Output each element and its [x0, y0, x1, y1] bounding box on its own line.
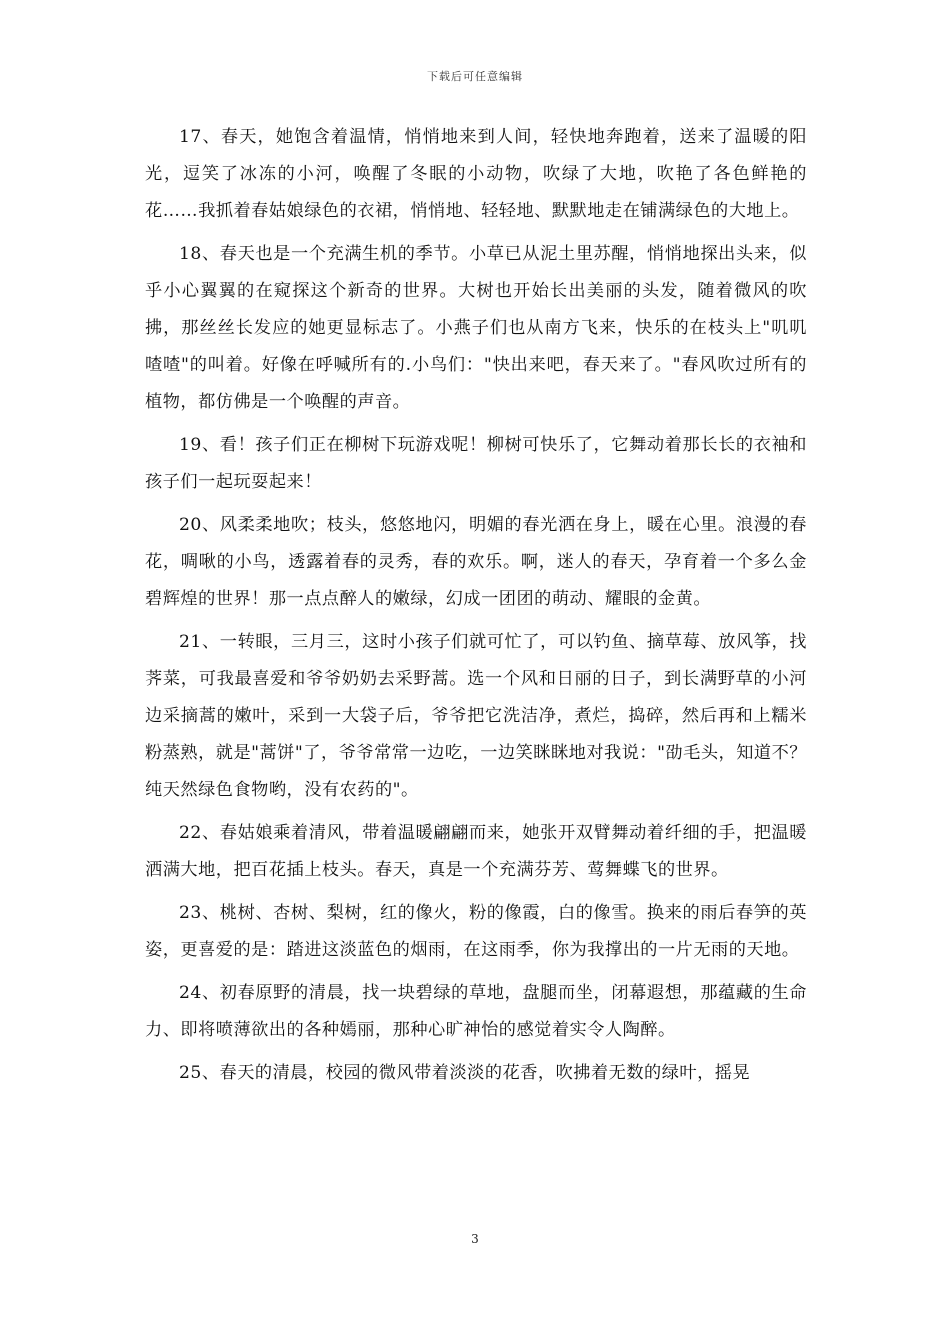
- paragraph-21: 21、一转眼，三月三，这时小孩子们就可忙了，可以钓鱼、摘草莓、放风筝，找荠菜，可我最喜爱和爷爷奶奶去采野蒿。选一个风和日丽的日子，到长满野草的小河边采摘蒿的嫩叶，采到一大袋子后，爷爷把它洗洁净，煮烂，捣碎，然后再和上糯米粉蒸熟，就是"蒿饼"了，爷爷常常一边吃，一边笑眯眯地对我说："劭毛头，知道不？纯天然绿色食物哟，没有农药的"。: [145, 632, 807, 800]
- paragraph-17: 17、春天，她饱含着温情，悄悄地来到人间，轻快地奔跑着，送来了温暖的阳光，逗笑了冰冻的小河，唤醒了冬眠的小动物，吹绿了大地，吹艳了各色鲜艳的花……我抓着春姑娘绿色的衣裙，悄悄地、轻轻地、默默地走在铺满绿色的大地上。: [145, 127, 807, 221]
- paragraph-23: 23、桃树、杏树、梨树，红的像火，粉的像霞，白的像雪。换来的雨后春笋的英姿，更喜爱的是：踏进这淡蓝色的烟雨，在这雨季，你为我撑出的一片无雨的天地。: [145, 903, 807, 960]
- page-number: 3: [471, 1232, 479, 1246]
- document-body: [145, 119, 807, 1098]
- paragraph-20: 20、风柔柔地吹；枝头，悠悠地闪，明媚的春光洒在身上，暖在心里。浪漫的春花，啁啾的小鸟，透露着春的灵秀，春的欢乐。啊，迷人的春天，孕育着一个多么金碧辉煌的世界！那一点点醉人的嫩绿，幻成一团团的萌动、耀眼的金黄。: [145, 515, 807, 609]
- paragraph-25: 25、春天的清晨，校园的微风带着淡淡的花香，吹拂着无数的绿叶，摇晃: [179, 1063, 751, 1083]
- page-header: 下载后可任意编辑: [427, 70, 523, 83]
- paragraph-22: 22、春姑娘乘着清风，带着温暖翩翩而来，她张开双臂舞动着纤细的手，把温暖洒满大地，把百花插上枝头。春天，真是一个充满芬芳、莺舞蝶飞的世界。: [145, 823, 807, 880]
- paragraph-18: 18、春天也是一个充满生机的季节。小草已从泥土里苏醒，悄悄地探出头来，似乎小心翼翼的在窥探这个新奇的世界。大树也开始长出美丽的头发，随着微风的吹拂，那丝丝长发应的她更显标志了。小燕子们也从南方飞来，快乐的在枝头上"叽叽喳喳"的叫着。好像在呼喊所有的.小鸟们："快出来吧，春天来了。"春风吹过所有的植物，都仿佛是一个唤醒的声音。: [145, 244, 807, 412]
- paragraph-24: 24、初春原野的清晨，找一块碧绿的草地，盘腿而坐，闭幕遐想，那蕴藏的生命力、即将喷薄欲出的各种嫣丽，那种心旷神怡的感觉着实令人陶醉。: [145, 983, 807, 1040]
- paragraph-19: 19、看！孩子们正在柳树下玩游戏呢！柳树可快乐了，它舞动着那长长的衣袖和孩子们一起玩耍起来！: [145, 435, 807, 492]
